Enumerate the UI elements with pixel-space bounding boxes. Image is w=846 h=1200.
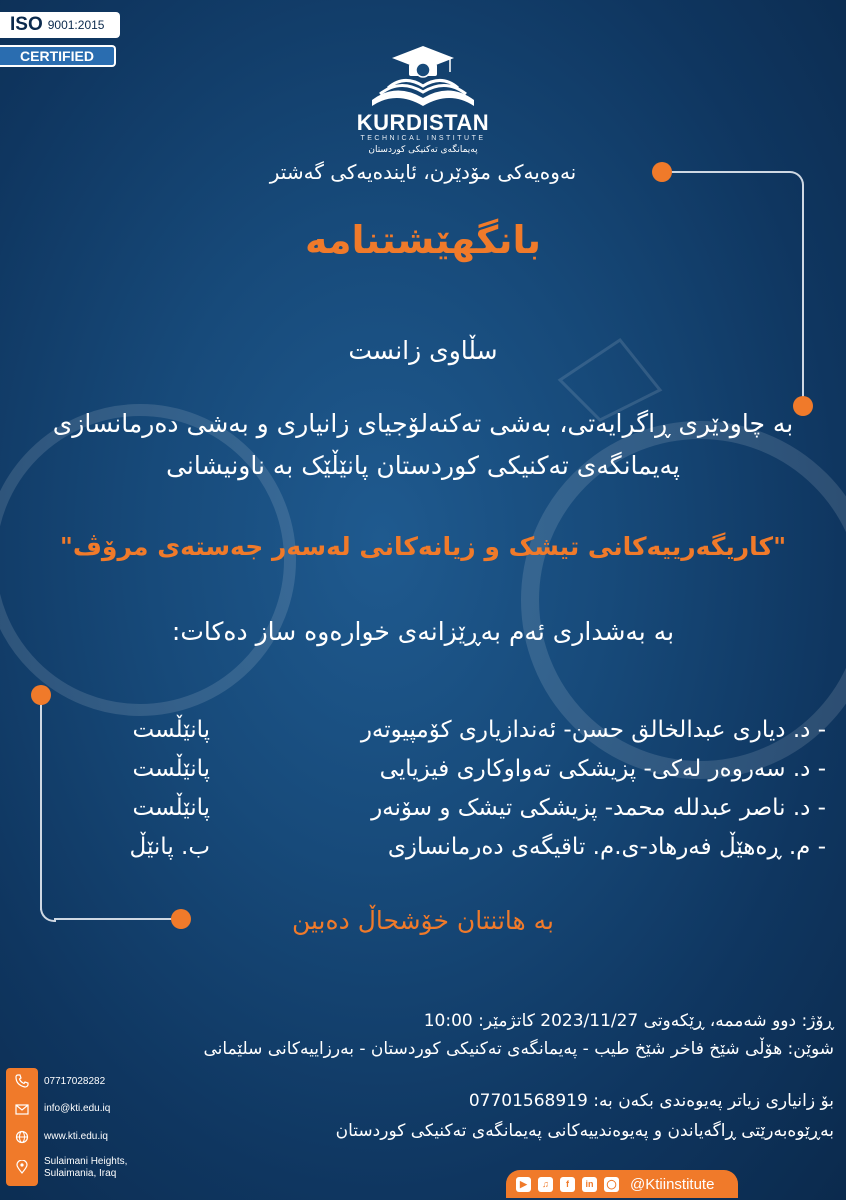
iso-certified-label: CERTIFIED (0, 45, 116, 67)
panelist-role: ب. پانێڵ (129, 834, 210, 860)
panelist-row (60, 834, 826, 873)
intro-text: بە چاودێری ڕاگرایەتی، بەشی تەکنەلۆجیای زانیاری و بەشی دەرمانسازی پەیمانگەی تەکنیکی کوردستان پانێڵێک بە ناونیشانی (52, 409, 794, 480)
panelist-role: پانێڵست (132, 756, 210, 782)
panelist-name: - د. سەروەر لەکی- پزیشکی تەواوکاری فیزیایی (379, 756, 826, 782)
globe-icon (15, 1130, 29, 1144)
panelist-role: پانێڵست (132, 795, 210, 821)
panelist-row (60, 717, 826, 756)
logo-subtitle: TECHNICAL INSTITUTE (360, 135, 486, 142)
iso-standard: 9001:2015 (47, 18, 105, 32)
panelist-name: - م. ڕەهێڵ فەرهاد-ی.م. تاقیگەی دەرمانسازی (387, 834, 826, 860)
participation-line: بە بەشداری ئەم بەڕێزانەی خوارەوە ساز دەکات: (171, 617, 675, 646)
decor-dot-top (652, 162, 672, 182)
panelist-name: - د. ناصر عبدللە محمد- پزیشکی تیشک و سۆنەر (371, 795, 826, 821)
contact-org-line: بەڕێوەبەرێتی ڕاگەیاندن و پەیوەندییەکانی پەیمانگەی تەکنیکی کوردستان (335, 1121, 834, 1141)
linkedin-icon[interactable]: in (582, 1177, 597, 1192)
youtube-icon[interactable]: ▶ (516, 1177, 531, 1192)
panelists-list (60, 717, 826, 873)
kti-logo (356, 42, 490, 155)
instagram-icon[interactable]: ◯ (604, 1177, 619, 1192)
sidebar-email: info@kti.edu.iq (44, 1103, 111, 1114)
welcome-line: بە هاتنتان خۆشحاڵ دەبین (291, 906, 555, 935)
event-date-line: ڕۆژ: دوو شەممە، ڕێکەوتی 2023/11/27 کاتژمێر: 10:00 (423, 1011, 834, 1031)
location-icon (15, 1160, 29, 1174)
social-handle[interactable]: @Ktiinstitute (630, 1175, 715, 1193)
panelist-role: پانێڵست (132, 717, 210, 743)
sidebar-website: www.kti.edu.iq (44, 1131, 108, 1142)
frame-line-right (802, 186, 804, 400)
contact-phone-line: بۆ زانیاری زیاتر پەیوەندی بکەن بە: 07701568919 (468, 1091, 834, 1111)
logo-kurdish-name: پەیمانگەی تەکنیکی کوردستان (368, 145, 478, 155)
facebook-icon[interactable]: f (560, 1177, 575, 1192)
decor-dot-left (31, 685, 51, 705)
logo-name: KURDISTAN (356, 110, 490, 135)
frame-line-top (666, 171, 790, 173)
contact-sidebar (6, 1068, 38, 1186)
iso-word: ISO (10, 14, 43, 35)
tiktok-icon[interactable]: ♫ (538, 1177, 553, 1192)
page-title: بانگهێشتنامە (304, 218, 542, 262)
decor-dot-right (793, 396, 813, 416)
event-details (60, 1007, 834, 1063)
iso-badge (0, 0, 116, 68)
sidebar-address-line1: Sulaimani Heights, (44, 1156, 128, 1167)
panelist-row (60, 756, 826, 795)
contact-info (200, 1086, 834, 1146)
panelist-name: - د. دیاری عبدالخالق حسن- ئەندازیاری کۆمپیوتەر (360, 717, 826, 743)
social-bar (506, 1170, 738, 1198)
event-place-line: شوێن: هۆڵی شێخ فاخر شێخ طیب - پەیمانگەی تەکنیکی کوردستان - بەرزاییەکانی سلێمانی (203, 1039, 834, 1059)
panelist-row (60, 795, 826, 834)
greeting: سڵاوی زانست (348, 336, 498, 365)
panel-topic: "کاریگەرییەکانی تیشک و زیانەکانی لەسەر جەستەی مرۆڤ" (59, 532, 787, 561)
sidebar-address-line2: Sulaimania, Iraq (44, 1168, 117, 1179)
logo-emblem-icon (366, 42, 480, 110)
phone-icon (15, 1074, 29, 1088)
sidebar-phone: 07717028282 (44, 1076, 106, 1087)
iso-standard-label (0, 12, 120, 38)
frame-line-left (40, 700, 42, 910)
slogan: نەوەیەکی مۆدێرن، ئایندەیەکی گەشتر (269, 160, 577, 184)
email-icon (15, 1102, 29, 1116)
